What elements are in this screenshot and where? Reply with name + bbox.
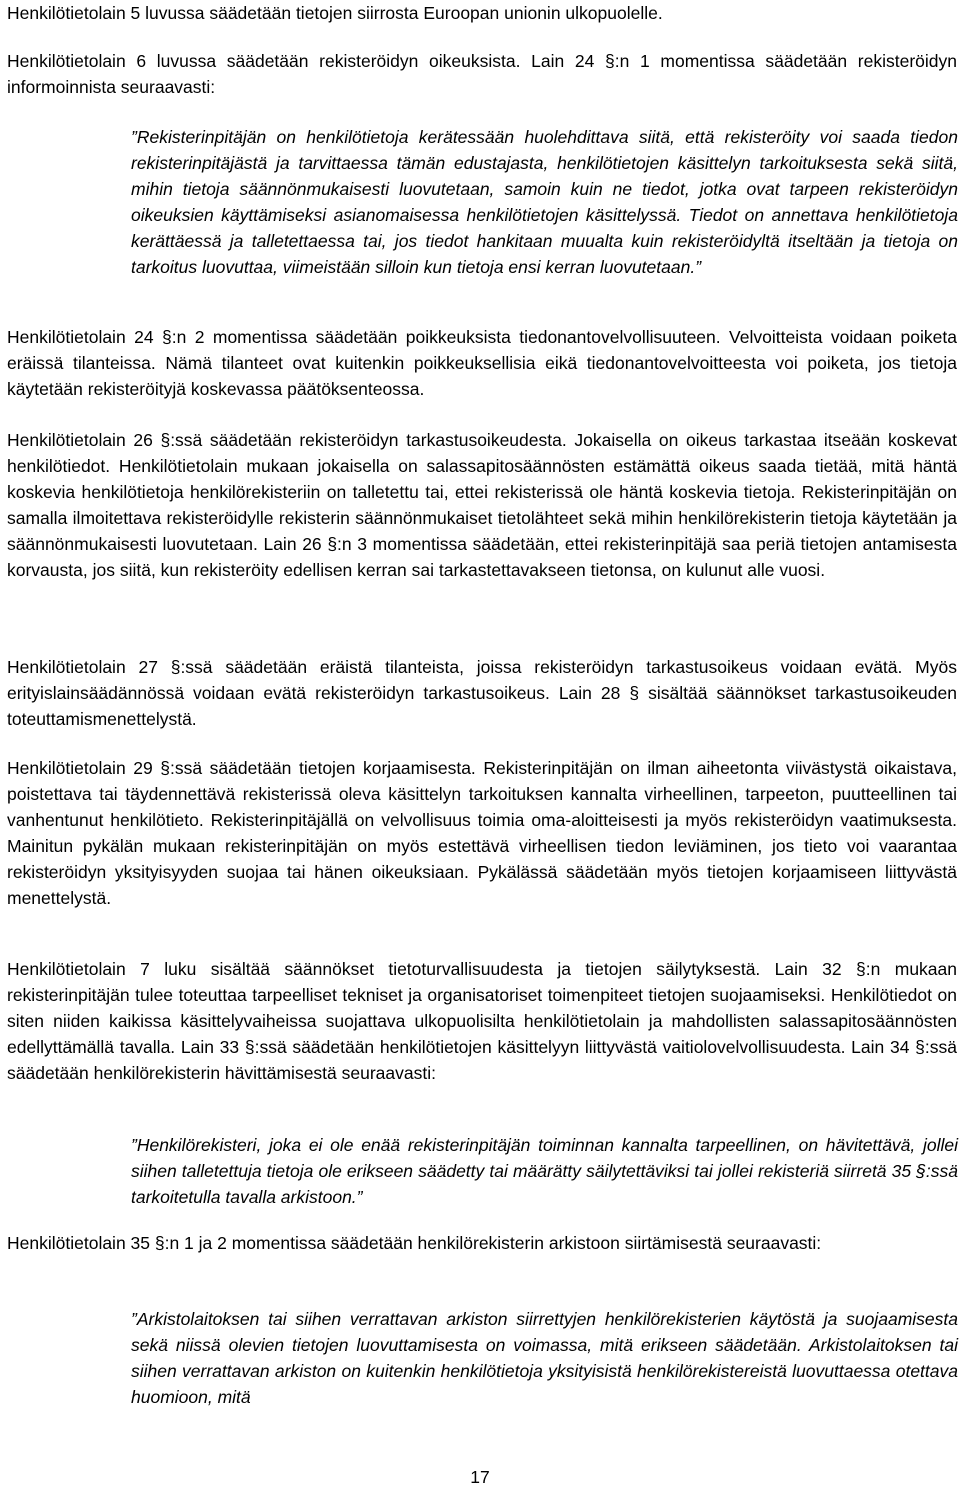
paragraph-chapter-5: Henkilötietolain 5 luvussa säädetään tietojen siirrosta Euroopan unionin ulkopuolelle. <box>7 3 663 23</box>
paragraph-section-27: Henkilötietolain 27 §:ssä säädetään eräistä tilanteista, joissa rekisteröidyn tarkastusoikeus voidaan evätä. Myös erityislainsäädännössä voidaan evätä rekisteröidyn tarkastusoikeus. Lain 28 § sisältää säännökset tarkastusoikeuden toteuttamismenettelystä. <box>7 657 957 729</box>
paragraph-section-26: Henkilötietolain 26 §:ssä säädetään rekisteröidyn tarkastusoikeudesta. Jokaisella on oikeus tarkastaa itseään koskevat henkilötiedot. Henkilötietolain mukaan jokaisella on salassapitosäännösten estämättä oikeus saada tietää, mitä häntä koskevia henkilötietoja henkilörekisteriin on talletettu tai, ettei rekisterissä ole häntä koskevia tietoja. Rekisterinpitäjän on samalla ilmoitettava rekisteröidylle rekisterin säännönmukaiset tietolähteet sekä mihin henkilörekisterin tietoja käytetään ja säännönmukaisesti luovutetaan. Lain 26 §:n 3 momentissa säädetään, ettei rekisterinpitäjä saa periä tietojen antamisesta korvausta, jos siitä, kun rekisteröity edellisen kerran sai tarkastettavakseen tietonsa, on kulunut alle vuosi. <box>7 430 957 580</box>
quote-section-35: ”Arkistolaitoksen tai siihen verrattavan arkiston siirrettyjen henkilörekisterien käytöstä ja suojaamisesta sekä niissä olevien tietojen luovuttamisesta on voimassa, mitä erikseen säädetään. Arkistolaitoksen tai siihen verrattavan arkiston on kuitenkin henkilötietoja yksityisistä henkilörekistereistä luovuttaessa otettava huomioon, mitä <box>131 1309 958 1407</box>
page-number: 17 <box>470 1467 490 1487</box>
paragraph-chapter-7: Henkilötietolain 7 luku sisältää säännökset tietoturvallisuudesta ja tietojen säilytyksestä. Lain 32 §:n mukaan rekisterinpitäjän tulee toteuttaa tarpeelliset tekniset ja organisatoriset toimenpiteet tietojen suojaamiseksi. Henkilötiedot on siten niiden kaikissa käsittelyvaiheissa suojattava ulkopuolisilta henkilötietolain ja mahdollisten salassapitosäännösten edellyttämällä tavalla. Lain 33 §:ssä säädetään henkilötietojen käsittelyyn liittyvästä vaitiolovelvollisuudesta. Lain 34 §:ssä säädetään henkilörekisterin hävittämisestä seuraavasti: <box>7 959 957 1083</box>
quote-section-24: ”Rekisterinpitäjän on henkilötietoja kerätessään huolehdittava siitä, että rekisteröity voi saada tiedon rekisterinpitäjästä ja tarvittaessa tämän edustajasta, henkilötietojen käsittelyn tarkoituksesta sekä siitä, mihin tietoja säännönmukaisesti luovutetaan, samoin kuin ne tiedot, jotka ovat tarpeen rekisteröidyn oikeuksien käyttämiseksi asianomaisessa henkilötietojen käsittelyssä. Tiedot on annettava henkilötietoja kerättäessä ja talletettaessa tai, jos tiedot hankitaan muualta kuin rekisteröidyltä itseltään ja tietoja on tarkoitus luovuttaa, viimeistään silloin kun tietoja ensi kerran luovutetaan.” <box>131 127 958 277</box>
paragraph-section-24-exceptions: Henkilötietolain 24 §:n 2 momentissa säädetään poikkeuksista tiedonantovelvollisuuteen. Velvoitteista voidaan poiketa eräissä tilanteissa. Nämä tilanteet ovat kuitenkin poikkeuksellisia eikä tiedonantovelvoitteesta voi poiketa, jos tietoja käytetään rekisteröityjä koskevassa päätöksenteossa. <box>7 327 957 399</box>
paragraph-section-35: Henkilötietolain 35 §:n 1 ja 2 momentissa säädetään henkilörekisterin arkistoon siirtämisestä seuraavasti: <box>7 1233 822 1253</box>
paragraph-section-29: Henkilötietolain 29 §:ssä säädetään tietojen korjaamisesta. Rekisterinpitäjän on ilman aiheetonta viivästystä oikaistava, poistettava tai täydennettävä rekisterissä oleva käsittelyn tarkoituksen kannalta virheellinen, tarpeeton, puutteellinen tai vanhentunut henkilötieto. Rekisterinpitäjällä on velvollisuus toimia oma-aloitteisesti ja myös rekisteröidyn vaatimuksesta. Mainitun pykälän mukaan rekisterinpitäjän on myös estettävä virheellisen tiedon leviäminen, jos tieto voi vaarantaa rekisteröidyn yksityisyyden suojaa tai hänen oikeuksiaan. Pykälässä säädetään myös tietojen korjaamiseen liittyvästä menettelystä. <box>7 758 957 908</box>
quote-section-34: ”Henkilörekisteri, joka ei ole enää rekisterinpitäjän toiminnan kannalta tarpeellinen, on hävitettävä, jollei siihen talletettuja tietoja ole erikseen säädetty tai määrätty säilytettäviksi tai jollei rekisteriä siirretä 35 §:ssä tarkoitetulla tavalla arkistoon.” <box>131 1135 958 1207</box>
paragraph-chapter-6: Henkilötietolain 6 luvussa säädetään rekisteröidyn oikeuksista. Lain 24 §:n 1 momentissa säädetään rekisteröidyn informoinnista seuraavasti: <box>7 51 957 97</box>
